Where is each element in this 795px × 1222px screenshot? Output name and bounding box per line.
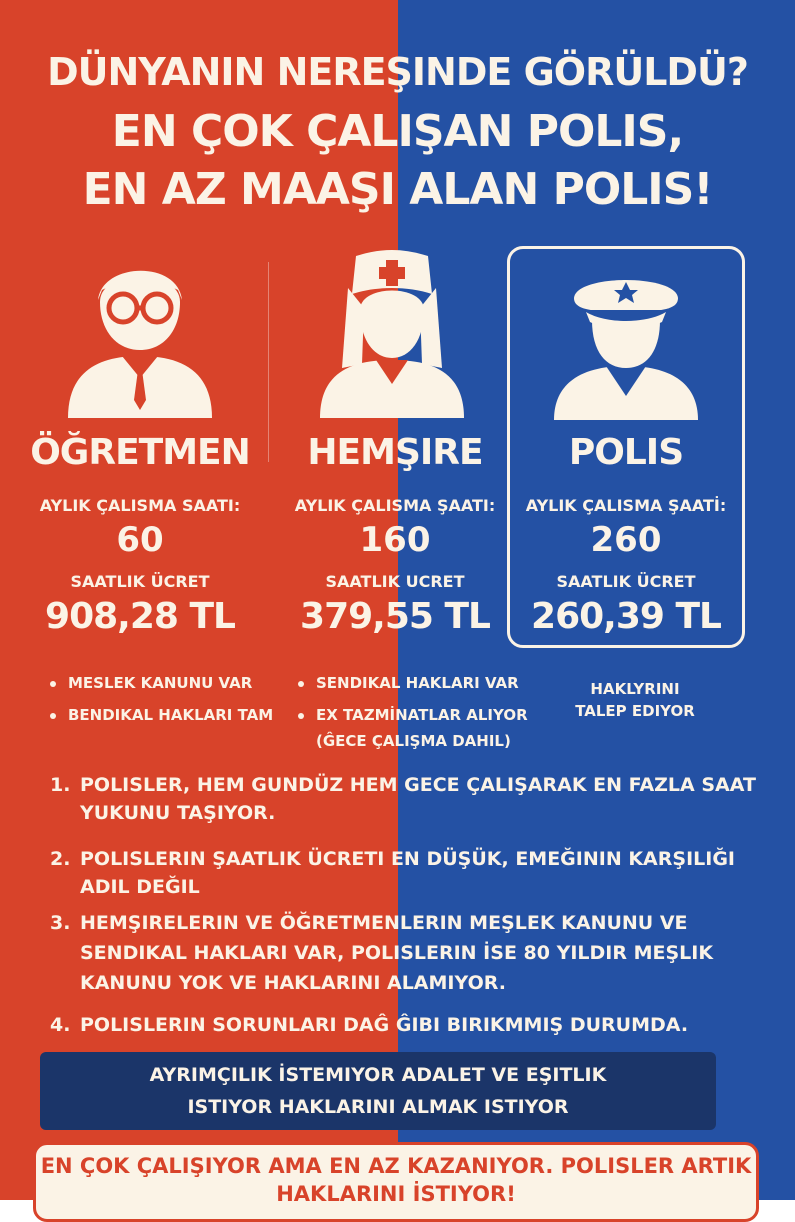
teacher-wage-value: 908,28 TL xyxy=(45,596,235,637)
footer-line-1: EN ÇOK ÇALIŞIYOR AMA EN AZ KAZANIYOR. POLISLER ARTIK xyxy=(40,1154,752,1178)
point-number: 3. xyxy=(50,912,71,934)
nurse-icon xyxy=(312,248,472,420)
nurse-wage-label: SAATLIK UCRET xyxy=(325,572,465,591)
point-number: 1. xyxy=(50,774,71,796)
nurse-bullet-note: (ĜECE ÇALIŞMA DAHIL) xyxy=(316,732,511,750)
banner-line-2: ISTIYOR HAKLARINI ALMAK ISTIYOR xyxy=(187,1096,569,1118)
banner-line-1: AYRIMÇILIK İSTEMIYOR ADALET VE EŞITLIK xyxy=(149,1064,607,1086)
bullet-dot xyxy=(298,713,304,719)
point-4-line-1: POLISLERIN SORUNLARI DAĜ ĜIBI BIRIKMMIŞ DURUMDA. xyxy=(80,1014,689,1036)
teacher-hours-value: 60 xyxy=(116,520,164,560)
point-number: 2. xyxy=(50,848,71,870)
police-icon xyxy=(546,262,706,422)
nurse-hours-value: 160 xyxy=(359,520,431,560)
point-1-line-1: POLISLER, HEM GUNDÜZ HEM GECE ÇALIŞARAK EN FAZLA SAAT xyxy=(80,774,756,796)
bullet-dot xyxy=(50,713,56,719)
police-note-line-2: TALEP EDIYOR xyxy=(575,702,695,720)
point-3-line-3: KANUNU YOK VE HAKLARINI ALAMIYOR. xyxy=(80,972,506,994)
teacher-title: ÖĞRETMEN xyxy=(30,432,250,473)
nurse-wage-value: 379,55 TL xyxy=(300,596,490,637)
bullet-dot xyxy=(298,681,304,687)
point-number: 4. xyxy=(50,1014,71,1036)
police-wage-label: SAATLIK ÜCRET xyxy=(556,572,696,591)
point-3-line-1: HEMŞIRELERIN VE ÖĞRETMENLERIN MEŞLEK KANUNU VE xyxy=(80,912,688,934)
point-2-line-1: POLISLERIN ŞAATLIK ÜCRETI EN DÜŞÜK, EMEĞININ KARŞILIĞI xyxy=(80,848,735,870)
bullet-dot xyxy=(50,681,56,687)
police-hours-value: 260 xyxy=(590,520,662,560)
column-divider xyxy=(268,262,269,462)
teacher-bullet: MESLEK KANUNU VAR xyxy=(50,674,252,692)
nurse-hours-label: AYLIK ÇALISMA ŞAATI: xyxy=(294,496,496,515)
nurse-bullet: SENDIKAL HAKLARI VAR xyxy=(298,674,519,692)
headline-line-3: EN AZ MAAŞI ALAN POLIS! xyxy=(82,164,713,215)
nurse-title: HEMŞIRE xyxy=(307,432,483,473)
point-1-line-2: YUKUNU TAŞIYOR. xyxy=(80,802,276,824)
teacher-hours-label: AYLIK ÇALISMA SAATI: xyxy=(39,496,241,515)
headline-line-1: DÜNYANIN NEREŞINDE GÖRÜLDÜ? xyxy=(47,50,748,94)
teacher-wage-label: SAATLIK ÜCRET xyxy=(70,572,210,591)
point-2-line-2: ADIL DEĞIL xyxy=(80,876,200,898)
police-hours-label: AYLIK ÇALISMA ŞAATİ: xyxy=(525,496,727,515)
police-wage-value: 260,39 TL xyxy=(531,596,721,637)
police-note-line-1: HAKLYRINI xyxy=(590,680,680,698)
teacher-icon xyxy=(60,250,220,420)
nurse-bullet: EX TAZMİNATLAR ALIYOR xyxy=(298,706,528,724)
teacher-bullet: BENDIKAL HAKLARI TAM xyxy=(50,706,273,724)
footer-line-2: HAKLARINI İSTIYOR! xyxy=(276,1182,516,1206)
police-title: POLIS xyxy=(568,432,684,473)
headline-line-2: EN ÇOK ÇALIŞAN POLIS, xyxy=(111,106,684,157)
point-3-line-2: SENDIKAL HAKLARI VAR, POLISLERIN İSE 80 YILDIR MEŞLIK xyxy=(80,942,714,964)
